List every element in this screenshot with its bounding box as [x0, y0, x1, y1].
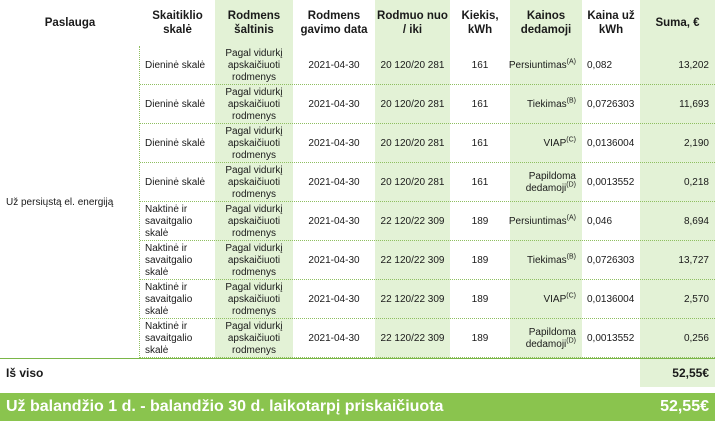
cell-rodmuo [375, 241, 450, 280]
kiekis-value: 161 [471, 176, 489, 188]
cell-rodmuo [375, 280, 450, 319]
table-row [140, 280, 715, 319]
skale-value: Naktinė ir savaitgalio skalė [145, 320, 193, 356]
skale-value: Dieninė skalė [145, 98, 206, 110]
cell-data [293, 124, 375, 163]
suma-value: 13,727 [678, 254, 709, 266]
total-value: 52,55€ [672, 366, 709, 380]
cell-data [293, 85, 375, 124]
header-kiekis: Kiekis, kWh [461, 10, 499, 36]
data-value: 2021-04-30 [308, 332, 360, 344]
footer-value: 52,55€ [660, 398, 709, 415]
data-value: 2021-04-30 [308, 137, 360, 149]
kaina-value: 0,0726303 [587, 98, 635, 110]
skale-value: Dieninė skalė [145, 59, 206, 71]
cell-kaina [582, 124, 640, 163]
dedamoji-label: Papildoma dedamoji [525, 170, 576, 194]
dedamoji-sup: (A) [566, 58, 576, 66]
dedamoji-label: Persiuntimas [508, 59, 567, 71]
cell-skale [140, 163, 215, 202]
cell-saltinis [215, 319, 293, 358]
cell-skale [140, 46, 215, 85]
saltinis-value: Pagal vidurkį apskaičiuoti rodmenys [225, 242, 283, 278]
cell-suma [640, 46, 715, 85]
footer-label: Už balandžio 1 d. - balandžio 30 d. laikotarpį priskaičiuota [6, 398, 444, 415]
cell-data [293, 280, 375, 319]
cell-saltinis [215, 46, 293, 85]
cell-dedamoji [510, 319, 582, 358]
rodmuo-value: 20 120/20 281 [380, 137, 445, 149]
saltinis-value: Pagal vidurkį apskaičiuoti rodmenys [225, 320, 283, 356]
cell-data [293, 163, 375, 202]
skale-value: Naktinė ir savaitgalio skalė [145, 203, 193, 239]
data-value: 2021-04-30 [308, 215, 360, 227]
cell-rodmuo [375, 163, 450, 202]
dedamoji-label: Tiekimas [527, 98, 567, 110]
dedamoji-sup: (A) [566, 214, 576, 222]
kaina-value: 0,0136004 [587, 293, 635, 305]
saltinis-value: Pagal vidurkį apskaičiuoti rodmenys [225, 203, 283, 239]
cell-skale [140, 124, 215, 163]
kiekis-value: 189 [471, 254, 489, 266]
cell-saltinis [215, 85, 293, 124]
suma-value: 13,202 [678, 59, 709, 71]
header-dedamoji: Kainos dedamoji [520, 10, 572, 36]
cell-rodmuo [375, 85, 450, 124]
cell-dedamoji [510, 85, 582, 124]
header-rodmuo: Rodmuo nuo / iki [377, 10, 448, 36]
saltinis-value: Pagal vidurkį apskaičiuoti rodmenys [225, 47, 283, 83]
dedamoji-sup: (B) [566, 253, 576, 261]
cell-rodmuo [375, 319, 450, 358]
table-row [140, 124, 715, 163]
data-value: 2021-04-30 [308, 293, 360, 305]
cell-dedamoji [510, 241, 582, 280]
cell-skale [140, 280, 215, 319]
dedamoji-sup: (B) [566, 97, 576, 105]
cell-kiekis [450, 202, 510, 241]
skale-value: Naktinė ir savaitgalio skalė [145, 242, 193, 278]
cell-kaina [582, 241, 640, 280]
dedamoji-sup: (C) [566, 136, 576, 144]
kiekis-value: 189 [471, 215, 489, 227]
cell-kiekis [450, 85, 510, 124]
header-skale: Skaitiklio skalė [152, 10, 203, 36]
cell-kaina [582, 46, 640, 85]
kaina-value: 0,0013552 [587, 332, 635, 344]
table-row [140, 241, 715, 280]
cell-kiekis [450, 163, 510, 202]
kiekis-value: 161 [471, 137, 489, 149]
kiekis-value: 161 [471, 59, 489, 71]
cell-suma [640, 241, 715, 280]
kaina-value: 0,046 [587, 215, 613, 227]
dedamoji-label: VIAP [543, 293, 567, 305]
saltinis-value: Pagal vidurkį apskaičiuoti rodmenys [225, 164, 283, 200]
saltinis-value: Pagal vidurkį apskaičiuoti rodmenys [225, 281, 283, 317]
cell-rodmuo [375, 124, 450, 163]
cell-skale [140, 319, 215, 358]
cell-suma [640, 280, 715, 319]
rodmuo-value: 20 120/20 281 [380, 59, 445, 71]
table-row [140, 85, 715, 124]
dedamoji-sup: (D) [566, 337, 576, 345]
skale-value: Dieninė skalė [145, 176, 206, 188]
saltinis-value: Pagal vidurkį apskaičiuoti rodmenys [225, 125, 283, 161]
table-row [140, 46, 715, 85]
cell-suma [640, 124, 715, 163]
suma-value: 0,256 [683, 332, 709, 344]
saltinis-value: Pagal vidurkį apskaičiuoti rodmenys [225, 86, 283, 122]
kiekis-value: 189 [471, 293, 489, 305]
cell-kaina [582, 85, 640, 124]
data-value: 2021-04-30 [308, 98, 360, 110]
rodmuo-value: 22 120/22 309 [380, 215, 445, 227]
cell-dedamoji [510, 280, 582, 319]
cell-suma [640, 202, 715, 241]
skale-value: Dieninė skalė [145, 137, 206, 149]
skale-value: Naktinė ir savaitgalio skalė [145, 281, 193, 317]
table-row [140, 319, 715, 358]
paslauga-cell: Už persiųstą el. energiją [0, 46, 140, 358]
cell-skale [140, 85, 215, 124]
cell-kiekis [450, 319, 510, 358]
data-value: 2021-04-30 [308, 254, 360, 266]
suma-value: 0,218 [683, 176, 709, 188]
header-paslauga: Paslauga [44, 17, 96, 29]
cell-kaina [582, 280, 640, 319]
cell-dedamoji [510, 124, 582, 163]
kiekis-value: 161 [471, 98, 489, 110]
data-value: 2021-04-30 [308, 59, 360, 71]
cell-rodmuo [375, 46, 450, 85]
cell-saltinis [215, 163, 293, 202]
suma-value: 11,693 [679, 98, 709, 110]
cell-dedamoji [510, 202, 582, 241]
cell-skale [140, 241, 215, 280]
suma-value: 2,570 [683, 293, 709, 305]
rodmuo-value: 22 120/22 309 [380, 254, 445, 266]
suma-value: 8,694 [683, 215, 709, 227]
total-label: Iš viso [6, 366, 44, 380]
kiekis-value: 189 [471, 332, 489, 344]
cell-rodmuo [375, 202, 450, 241]
cell-kiekis [450, 124, 510, 163]
cell-data [293, 319, 375, 358]
rodmuo-value: 20 120/20 281 [380, 176, 445, 188]
dedamoji-label: Tiekimas [527, 254, 567, 266]
dedamoji-sup: (C) [566, 292, 576, 300]
cell-saltinis [215, 241, 293, 280]
rodmuo-value: 22 120/22 309 [380, 293, 445, 305]
cell-kiekis [450, 280, 510, 319]
cell-dedamoji [510, 46, 582, 85]
rodmuo-value: 20 120/20 281 [380, 98, 445, 110]
header-data: Rodmens gavimo data [300, 10, 368, 36]
header-saltinis: Rodmens šaltinis [227, 10, 281, 36]
footer-banner [0, 393, 715, 421]
cell-suma [640, 319, 715, 358]
cell-saltinis [215, 280, 293, 319]
table-row [140, 163, 715, 202]
cell-kaina [582, 319, 640, 358]
kaina-value: 0,0136004 [587, 137, 635, 149]
dedamoji-sup: (D) [566, 181, 576, 189]
dedamoji-label: VIAP [543, 137, 567, 149]
cell-saltinis [215, 124, 293, 163]
dedamoji-label: Persiuntimas [508, 215, 567, 227]
cell-data [293, 241, 375, 280]
cell-saltinis [215, 202, 293, 241]
header-kaina: Kaina už kWh [587, 10, 635, 36]
cell-kiekis [450, 241, 510, 280]
kaina-value: 0,0013552 [587, 176, 635, 188]
dedamoji-label: Papildoma dedamoji [525, 326, 576, 350]
table-row [140, 202, 715, 241]
kaina-value: 0,0726303 [587, 254, 635, 266]
cell-data [293, 202, 375, 241]
total-row [0, 358, 715, 386]
cell-skale [140, 202, 215, 241]
cell-kiekis [450, 46, 510, 85]
suma-value: 2,190 [683, 137, 709, 149]
header-suma: Suma, € [655, 17, 700, 29]
cell-kaina [582, 202, 640, 241]
cell-kaina [582, 163, 640, 202]
table-header [0, 0, 715, 46]
kaina-value: 0,082 [587, 59, 613, 71]
cell-suma [640, 85, 715, 124]
cell-data [293, 46, 375, 85]
cell-dedamoji [510, 163, 582, 202]
rodmuo-value: 22 120/22 309 [380, 332, 445, 344]
cell-suma [640, 163, 715, 202]
data-value: 2021-04-30 [308, 176, 360, 188]
